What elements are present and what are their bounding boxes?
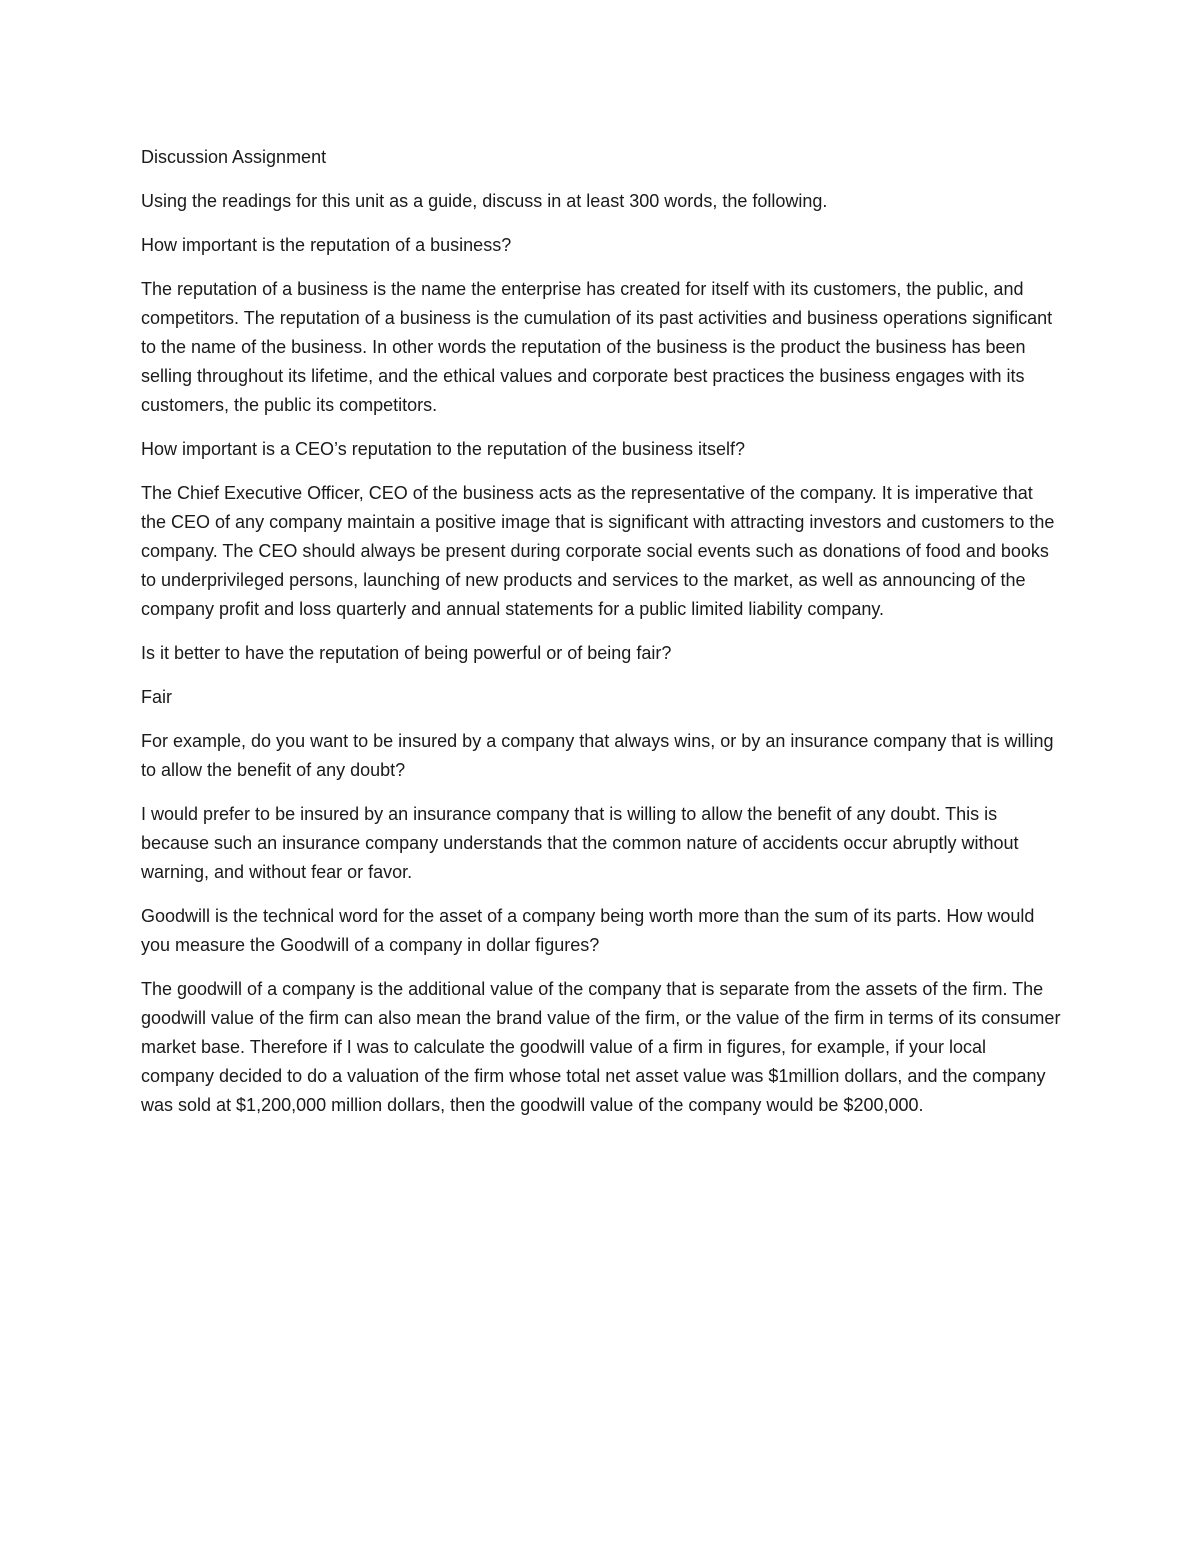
- answer-1: The reputation of a business is the name the enterprise has created for itself with its customers, the public, and competitors. The reputation of a business is the cumulation of its past activities and business operations significant to the name of the business. In other words the reputation of the business is the product the business has been selling throughout its lifetime, and the ethical values and corporate best practices the business engages with its customers, the public its competitors.: [141, 279, 1053, 415]
- instructions-paragraph: Using the readings for this unit as a guide, discuss in at least 300 words, the following.: [141, 191, 828, 211]
- question-4: For example, do you want to be insured by a company that always wins, or by an insurance company that is willing to allow the benefit of any doubt?: [141, 731, 1054, 780]
- document-title: Discussion Assignment: [141, 147, 327, 167]
- answer-2: The Chief Executive Officer, CEO of the business acts as the representative of the company. It is imperative that the CEO of any company maintain a positive image that is significant with attracting investors and customers to the company. The CEO should always be present during corporate social events such as donations of food and books to underprivileged persons, launching of new products and services to the market, as well as announcing of the company profit and loss quarterly and annual statements for a public limited liability company.: [141, 483, 1055, 619]
- answer-4: I would prefer to be insured by an insurance company that is willing to allow the benefit of any doubt. This is because such an insurance company understands that the common nature of accidents occur abruptly without warning, and without fear or favor.: [141, 804, 1019, 882]
- answer-5: The goodwill of a company is the additional value of the company that is separate from the assets of the firm. The goodwill value of the firm can also mean the brand value of the firm, or the value of the firm in terms of its consumer market base. Therefore if I was to calculate the goodwill value of a firm in figures, for example, if your local company decided to do a valuation of the firm whose total net asset value was $1million dollars, and the company was sold at $1,200,000 million dollars, then the goodwill value of the company would be $200,000.: [141, 979, 1061, 1115]
- question-3: Is it better to have the reputation of being powerful or of being fair?: [141, 643, 672, 663]
- question-5: Goodwill is the technical word for the asset of a company being worth more than the sum of its parts. How would you measure the Goodwill of a company in dollar figures?: [141, 906, 1035, 955]
- question-1: How important is the reputation of a business?: [141, 235, 512, 255]
- answer-3: Fair: [141, 687, 172, 707]
- document-body: [141, 143, 1061, 1135]
- question-2: How important is a CEO’s reputation to the reputation of the business itself?: [141, 439, 745, 459]
